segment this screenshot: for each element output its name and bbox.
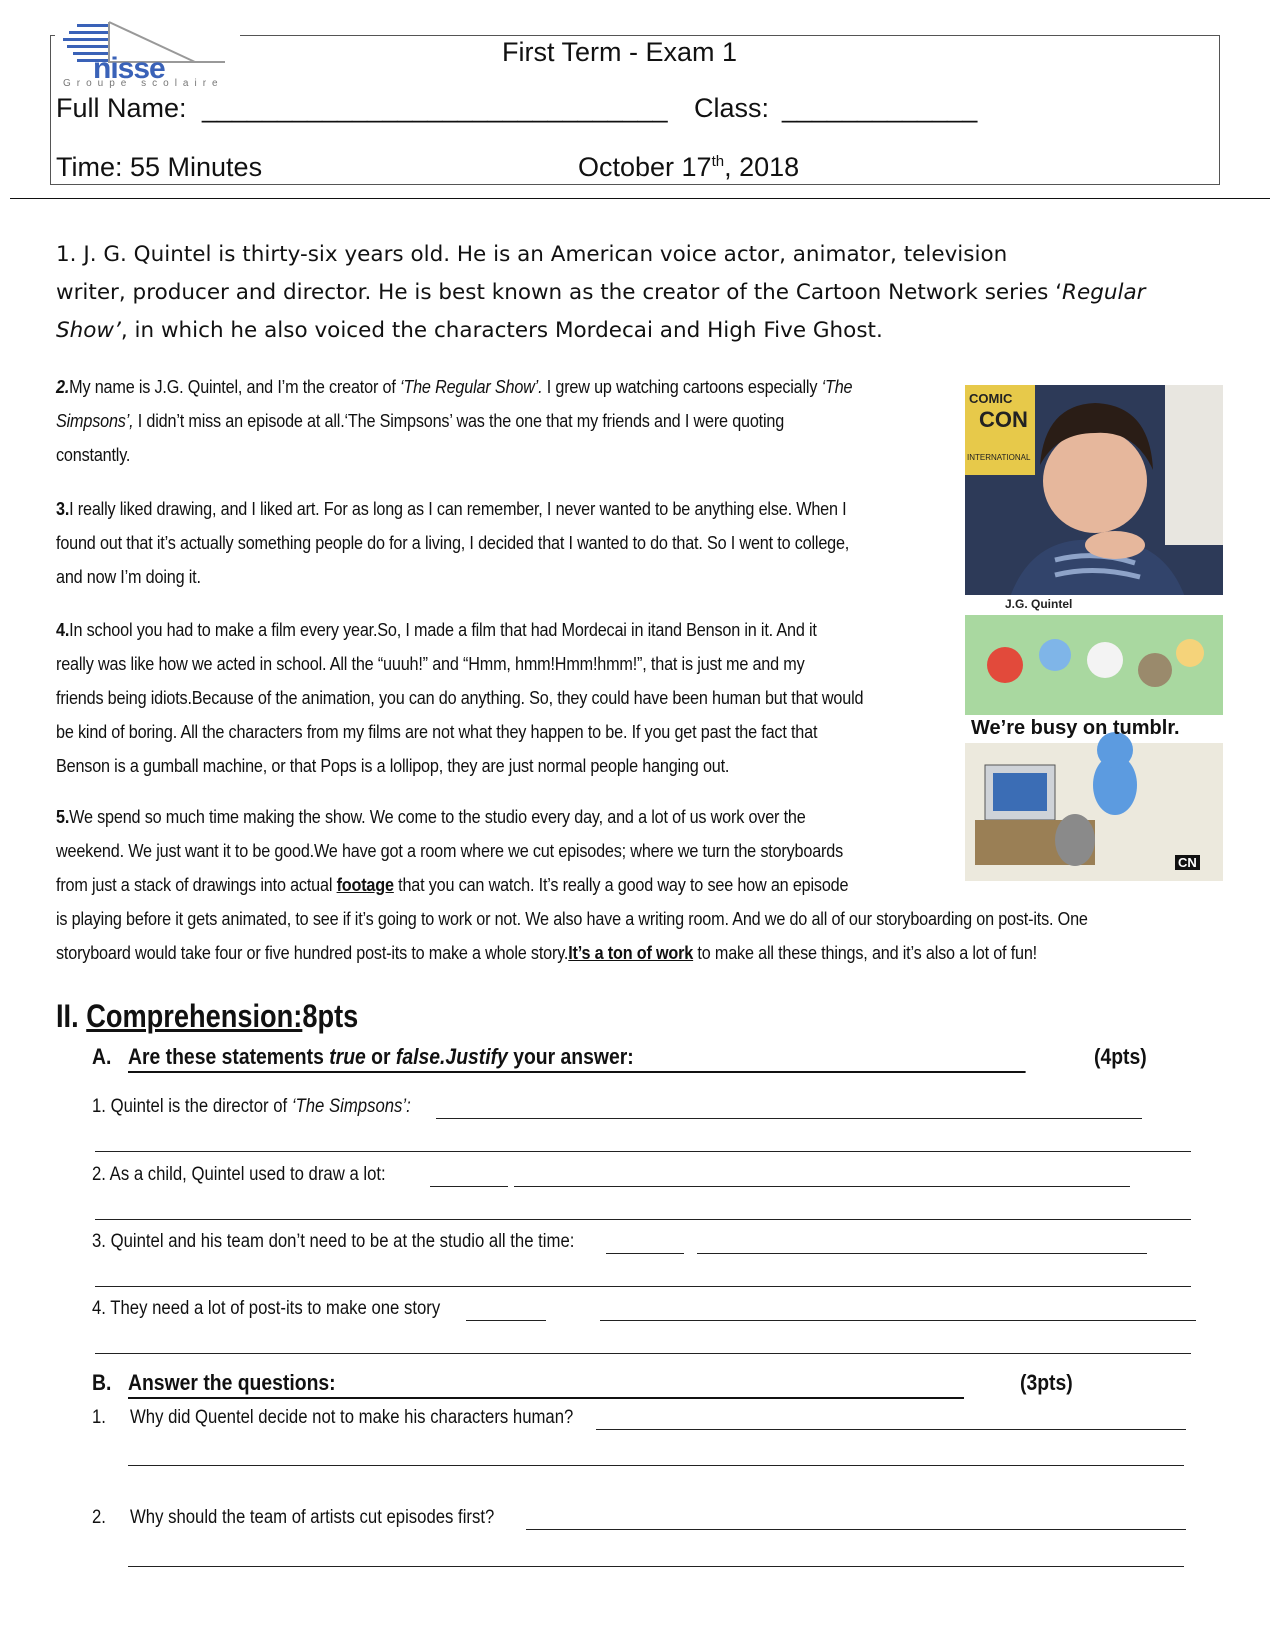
part-a-text: your answer: [507, 1044, 634, 1069]
p5-text: storyboard would take four or five hundred post-its to make a whole story. [56, 943, 569, 963]
p1-text: , in which he also voiced the characters Mordecai and High Five Ghost. [120, 318, 883, 343]
p3-number: 3. [56, 499, 70, 519]
part-a-text: Are these statements [128, 1044, 330, 1069]
true-false-blank[interactable] [430, 1186, 508, 1187]
true-false-blank[interactable] [466, 1320, 546, 1321]
answer-line[interactable] [600, 1320, 1196, 1321]
answer-line[interactable] [128, 1566, 1184, 1567]
p4-line: be kind of boring. All the characters from my films are not what they happen to be. If you get past the fact that [56, 722, 818, 742]
p2-italic: Simpsons’, [56, 411, 134, 431]
answer-line[interactable] [95, 1353, 1191, 1354]
answer-line[interactable] [436, 1118, 1142, 1119]
p1-show-title: Regular [1062, 280, 1146, 305]
p1-line [56, 312, 1176, 350]
b-question-2: Why should the team of artists cut episodes first? [130, 1507, 495, 1528]
p3-line: and now I’m doing it. [56, 567, 201, 587]
logo-text: nisse [93, 52, 165, 85]
tf-question-4: 4. They need a lot of post-its to make one story [92, 1298, 441, 1319]
class-label: Class: [694, 93, 770, 123]
b-question-2-number: 2. [92, 1507, 106, 1528]
answer-line[interactable] [514, 1186, 1130, 1187]
class-blank[interactable]: _____________ [782, 93, 978, 123]
p5-line: weekend. We just want it to be good.We have got a room where we cut episodes; where we turn the storyboards [56, 841, 843, 861]
time-label: Time: 55 Minutes [56, 152, 263, 182]
answer-line[interactable] [697, 1253, 1147, 1254]
p5-text: We spend so much time making the show. We come to the studio every day, and a lot of us work over the [69, 807, 806, 827]
p2-italic: ‘The Regular Show’. [399, 377, 543, 397]
answer-line[interactable] [95, 1151, 1191, 1152]
photo-banner-2: CON [979, 407, 1028, 432]
tf-q1-text: 1. Quintel is the director of [92, 1096, 292, 1117]
p5-number: 5. [56, 807, 70, 827]
date-day: October 17 [578, 152, 712, 182]
tf-question-3: 3. Quintel and his team don’t need to be at the studio all the time: [92, 1231, 575, 1252]
p2-text: My name is J.G. Quintel, and I’m the creator of [69, 377, 400, 397]
p5-line: is playing before it gets animated, to see if it’s going to work or not. We also have a writing room. And we do all of our storyboarding on post-its. One [56, 909, 1088, 929]
p4-number: 4. [56, 620, 70, 640]
part-a-letter: A. [92, 1044, 112, 1069]
part-a-false: false.Justify [395, 1044, 508, 1069]
photo-banner-3: INTERNATIONAL [967, 453, 1031, 462]
answer-line[interactable] [95, 1286, 1191, 1287]
p1-line: 1. J. G. Quintel is thirty-six years old. He is an American voice actor, animator, television [56, 242, 1008, 267]
p5-footage-word: footage [336, 875, 394, 895]
p3-line [56, 492, 956, 526]
p4-line: really was like how we acted in school. All the “uuuh!” and “Hmm, hmm!Hmm!hmm!”, that is just me and my [56, 654, 805, 674]
cartoon-network-logo: CN [1175, 855, 1200, 870]
tf-question-1 [92, 1096, 411, 1118]
part-a-text: or [365, 1044, 396, 1069]
p4-line: Benson is a gumball machine, or that Pops is a lollipop, they are just normal people hanging out. [56, 756, 730, 776]
cartoon-caption: We’re busy on tumblr. [971, 717, 1180, 739]
exam-title: First Term - Exam 1 [502, 37, 738, 67]
p2-line [56, 370, 920, 404]
p2-italic: ‘The [821, 377, 853, 397]
section-2-title [56, 998, 358, 1035]
regular-show-image [965, 615, 1223, 881]
section-2-word: Comprehension: [86, 998, 303, 1034]
photo-banner-1: COMIC [969, 391, 1013, 406]
p5-text: that you can watch. It’s really a good way to see how an episode [393, 875, 849, 895]
full-name-label: Full Name: [56, 93, 187, 123]
b-question-1-number: 1. [92, 1407, 106, 1428]
p2-line: constantly. [56, 445, 131, 465]
answer-line[interactable] [128, 1465, 1184, 1466]
paragraph-2 [56, 370, 920, 472]
p4-line [56, 613, 956, 647]
date-year: , 2018 [724, 152, 800, 182]
part-a-points: (4pts) [1094, 1044, 1147, 1069]
section-2-points: 8pts [302, 998, 359, 1034]
p4-line: friends being idiots.Because of the animation, you can do anything. So, they could have been human but that would [56, 688, 864, 708]
b-question-1: Why did Quentel decide not to make his characters human? [130, 1407, 574, 1428]
p4-text: In school you had to make a film every year.So, I made a film that had Mordecai in itand Benson in it. And it [69, 620, 817, 640]
quintel-photo [965, 385, 1223, 613]
paragraph-4 [56, 613, 956, 783]
part-a-true: true [329, 1044, 366, 1069]
p3-line: found out that it’s actually something people do for a living, I decided that I wanted to do that. So I went to college, [56, 533, 850, 553]
tf-question-2: 2. As a child, Quintel used to draw a lot: [92, 1164, 386, 1185]
header-divider [10, 198, 1270, 199]
full-name-blank[interactable]: _______________________________ [202, 93, 668, 123]
p5-text: to make all these things, and it’s also a lot of fun! [693, 943, 1038, 963]
p1-show-title: Show’ [56, 318, 121, 343]
p2-text: I grew up watching cartoons especially [542, 377, 822, 397]
answer-line[interactable] [95, 1219, 1191, 1220]
answer-line[interactable] [596, 1429, 1186, 1430]
part-b-letter: B. [92, 1370, 112, 1395]
paragraph-3 [56, 492, 956, 594]
part-b-heading: Answer the questions: [128, 1370, 964, 1399]
date-sup: th [711, 153, 725, 170]
p5-ton-of-work: It’s a ton of work [568, 943, 694, 963]
tf-q1-italic: ‘The Simpsons’: [291, 1096, 411, 1117]
p5-text: from just a stack of drawings into actual [56, 875, 337, 895]
p1-line [56, 274, 1176, 312]
true-false-blank[interactable] [606, 1253, 684, 1254]
paragraph-1 [56, 236, 1176, 350]
section-2-number: II. [56, 998, 87, 1034]
logo-subtext: Groupe scolaire [63, 78, 224, 89]
cartoon-graphic [965, 615, 1223, 881]
p2-number: 2. [56, 377, 70, 397]
exam-date [578, 152, 799, 183]
part-b-points: (3pts) [1020, 1370, 1073, 1395]
p1-text: writer, producer and director. He is best known as the creator of the Cartoon Network series ‘ [56, 280, 1063, 305]
photo-name-card: J.G. Quintel [1005, 597, 1073, 611]
p2-text: I didn’t miss an episode at all.‘The Simpsons’ was the one that my friends and I were quoting [133, 411, 785, 431]
p5-line [56, 936, 1172, 970]
p2-line [56, 404, 920, 438]
answer-line[interactable] [526, 1529, 1186, 1530]
part-a-heading [128, 1044, 1026, 1073]
school-logo [55, 20, 240, 90]
p3-text: I really liked drawing, and I liked art. For as long as I can remember, I never wanted to be anything else. When I [69, 499, 847, 519]
